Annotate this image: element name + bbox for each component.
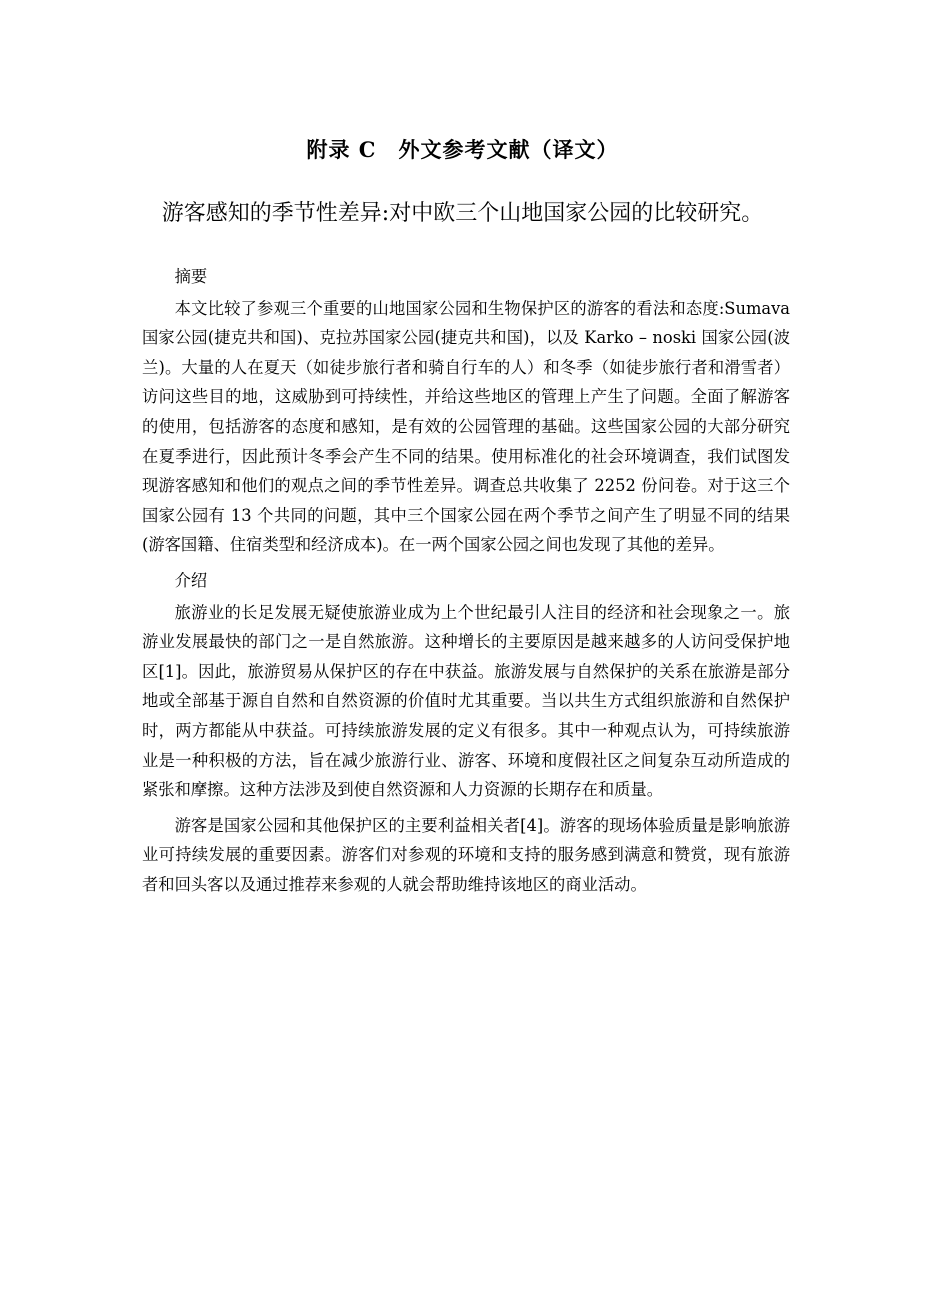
paper-title: 游客感知的季节性差异:对中欧三个山地国家公园的比较研究。 [161, 201, 764, 226]
document-body [142, 262, 790, 905]
intro-heading: 介绍 [174, 570, 208, 590]
appendix-title: 附录 C 外文参考文献（译文） [306, 137, 619, 162]
intro-paragraph-1: 旅游业的长足发展无疑使旅游业成为上个世纪最引人注目的经济和社会现象之一。旅游业发展最快的部门之一是自然旅游。这种增长的主要原因是越来越多的人访问受保护地区[1]。因此，旅游贸易从保护区的存在中获益。旅游发展与自然保护的关系在旅游是部分地或全部基于源自自然和自然资源的价值时尤其重要。当以共生方式组织旅游和自然保护时，两方都能从中获益。可持续旅游发展的定义有很多。其中一种观点认为，可持续旅游业是一种积极的方法，旨在减少旅游行业、游客、环境和度假社区之间复杂互动所造成的紧张和摩擦。这种方法涉及到使自然资源和人力资源的长期存在和质量。 [142, 602, 790, 800]
intro-paragraph-2: 游客是国家公园和其他保护区的主要利益相关者[4]。游客的现场体验质量是影响旅游业可持续发展的重要因素。游客们对参观的环境和支持的服务感到满意和赞赏，现有旅游者和回头客以及通过推荐来参观的人就会帮助维持该地区的商业活动。 [142, 815, 790, 894]
abstract-paragraph: 本文比较了参观三个重要的山地国家公园和生物保护区的游客的看法和态度:Sumava 国家公园(捷克共和国)、克拉苏国家公园(捷克共和国)，以及 Karko – noski 国家公园(波兰)。大量的人在夏天（如徒步旅行者和骑自行车的人）和冬季（如徒步旅行者和滑雪者）访问这些目的地，这威胁到可持续性，并给这些地区的管理上产生了问题。全面了解游客的使用，包括游客的态度和感知，是有效的公园管理的基础。这些国家公园的大部分研究在夏季进行，因此预计冬季会产生不同的结果。使用标准化的社会环境调查，我们试图发现游客感知和他们的观点之间的季节性差异。调查总共收集了 2252 份问卷。对于这三个国家公园有 13 个共同的问题，其中三个国家公园在两个季节之间产生了明显不同的结果(游客国籍、住宿类型和经济成本)。在一两个国家公园之间也发现了其他的差异。 [142, 298, 790, 555]
abstract-heading: 摘要 [174, 267, 208, 286]
